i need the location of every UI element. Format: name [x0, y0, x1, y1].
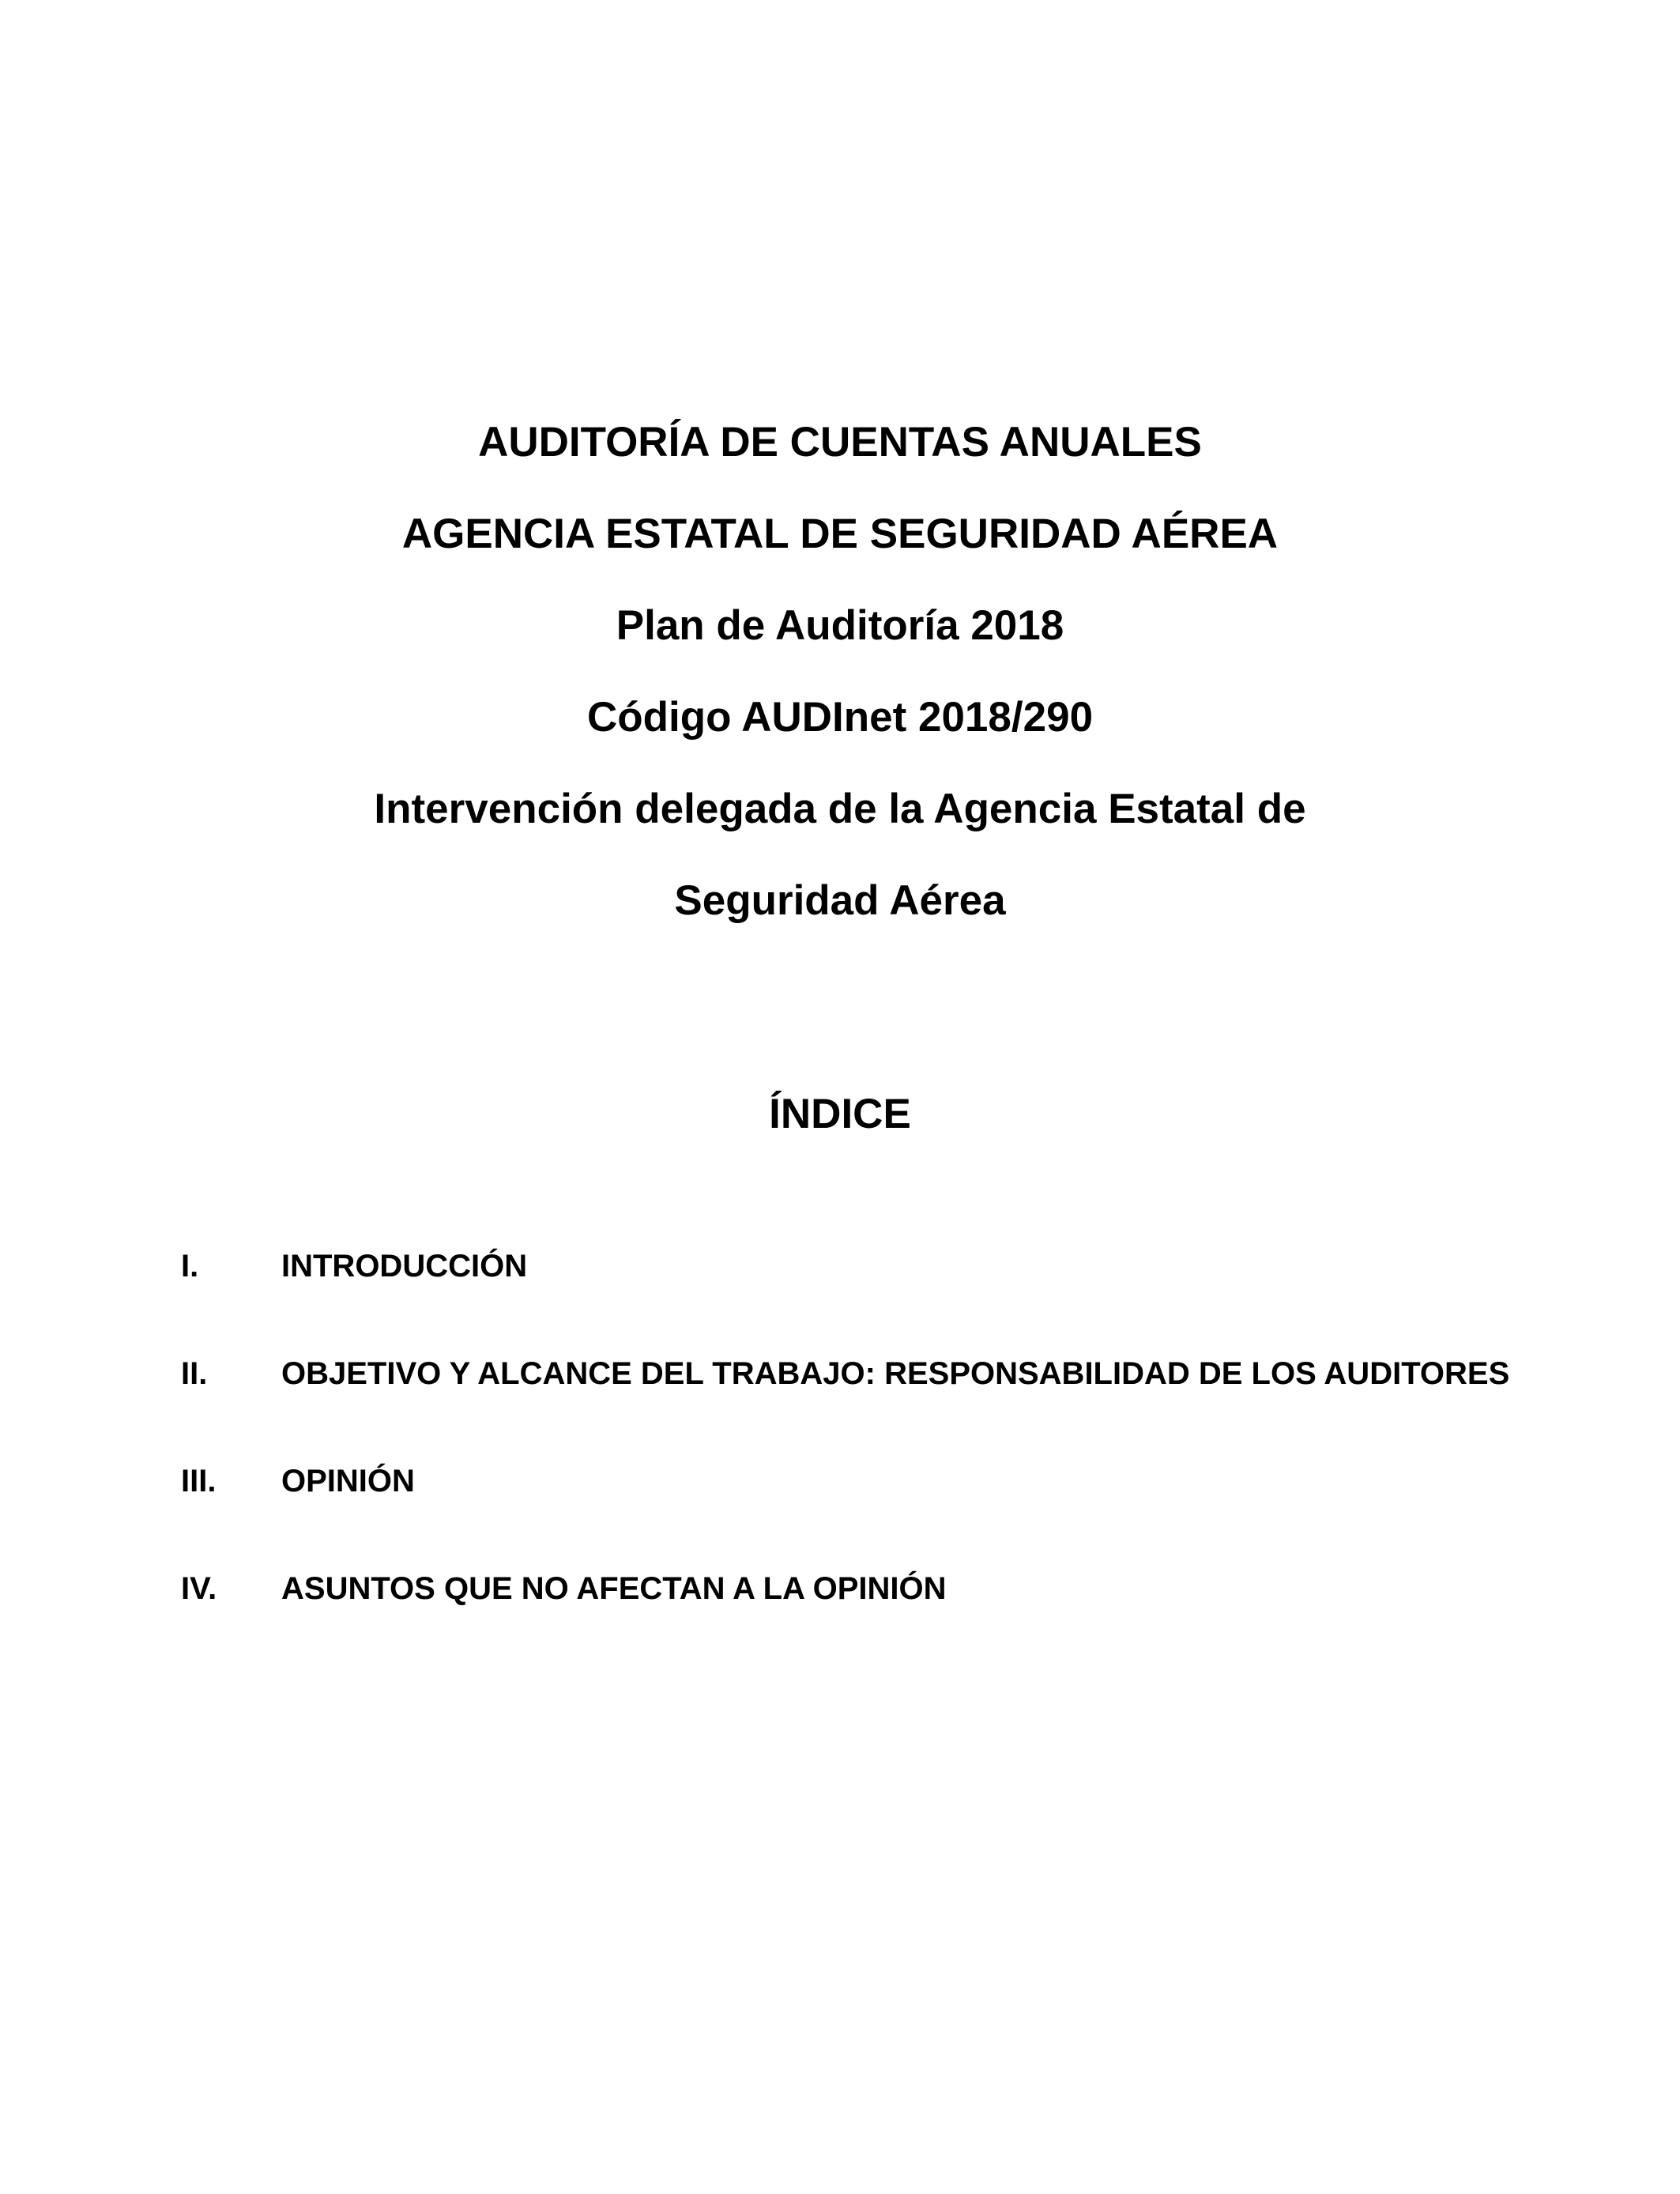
title-line: Plan de Auditoría 2018	[616, 602, 1064, 649]
toc-item-number: I.	[181, 1249, 199, 1284]
toc-item	[0, 1350, 1680, 1397]
toc-item-label: OPINIÓN	[281, 1464, 415, 1498]
toc-item	[0, 1457, 1680, 1505]
toc-item-number: II.	[181, 1356, 208, 1391]
title-line: AUDITORÍA DE CUENTAS ANUALES	[478, 419, 1202, 466]
title-line: Intervención delegada de la Agencia Estatal de	[374, 786, 1306, 832]
title-line: AGENCIA ESTATAL DE SEGURIDAD AÉREA	[401, 511, 1279, 557]
toc-item	[0, 1565, 1680, 1612]
toc-item	[0, 1242, 1680, 1290]
toc-item-number: IV.	[181, 1571, 217, 1606]
toc-item-number: III.	[181, 1464, 217, 1498]
title-line: Código AUDInet 2018/290	[586, 694, 1094, 741]
title-line: Seguridad Aérea	[674, 877, 1006, 924]
toc-item-label: INTRODUCCIÓN	[281, 1249, 528, 1284]
index-heading: ÍNDICE	[769, 1091, 911, 1137]
toc-item-label: ASUNTOS QUE NO AFECTAN A LA OPINIÓN	[281, 1571, 947, 1606]
toc-item-label: OBJETIVO Y ALCANCE DEL TRABAJO: RESPONSABILIDAD DE LOS AUDITORES	[281, 1356, 1510, 1391]
